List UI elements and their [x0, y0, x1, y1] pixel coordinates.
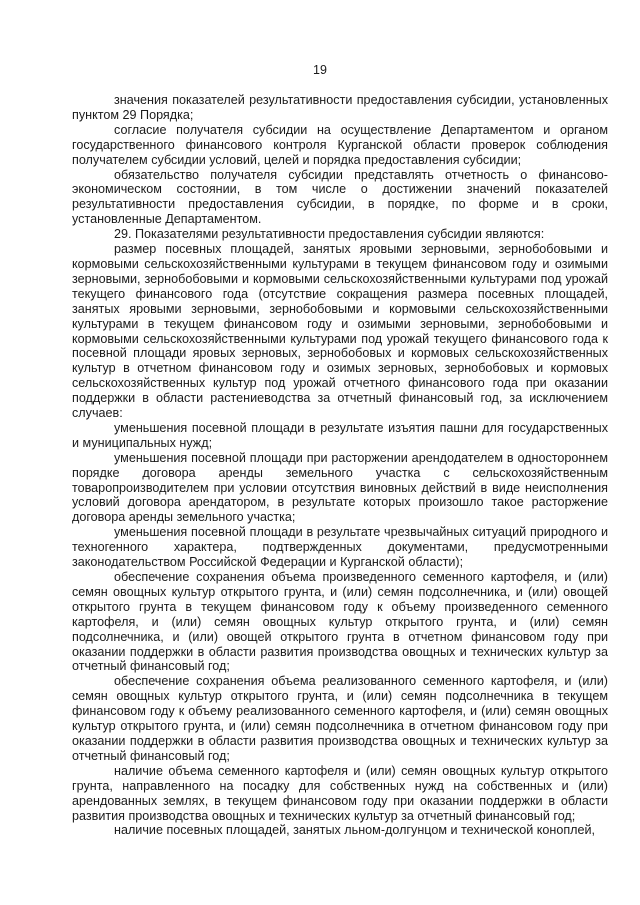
paragraph: 29. Показателями результативности предоставления субсидии являются: [114, 227, 545, 242]
page-number: 19 [313, 63, 327, 77]
paragraph: наличие объема семенного картофеля и (или) семян овощных культур открытого грунта, направленного на посадку для собственных нужд на собственных и (или) арендованных землях, в текущем финансовом году при оказании поддержки в области развития производства овощных и технических культур за отчетный финансовый год; [72, 763, 608, 823]
paragraph: обязательство получателя субсидии представлять отчетность о финансово-экономическом состоянии, в том числе о достижении значений показателей результативности предоставления субсидии, в порядке, по форме и в сроки, установленные Департаментом. [72, 167, 608, 227]
paragraph: согласие получателя субсидии на осуществление Департаментом и органом государственного финансового контроля Курганской области проверок соблюдения получателем субсидии условий, целей и порядка предоставления субсидии; [72, 122, 608, 167]
paragraph: уменьшения посевной площади при расторжении арендодателем в одностороннем порядке договора аренды земельного участка с сельскохозяйственным товаропроизводителем при условии отсутствия виновных действий в виде неисполнения условий договора арендатором, в результате которых произошло такое расторжение договора аренды земельного участка; [72, 450, 608, 525]
document-body [72, 93, 608, 838]
paragraph: размер посевных площадей, занятых яровыми зерновыми, зернобобовыми и кормовыми сельскохозяйственными культурами в текущем финансовом году и озимыми зерновыми, зернобобовыми и кормовыми сельскохозяйственными культурами под урожай текущего финансового года (отсутствие сокращения размера посевных площадей, занятых яровыми зерновыми, зернобобовыми и кормовыми сельскохозяйственными культурами в текущем финансовом году и озимыми зерновыми, зернобобовыми и кормовыми сельскохозяйственными культурами под урожай текущего финансового года к посевной площади яровых зерновых, зернобобовых и кормовых сельскохозяйственных культур в отчетном финансовом году и озимых зерновых, зернобобовых и кормовых сельскохозяйственных культур под урожай отчетного финансового года при оказании поддержки в области растениеводства за отчетный финансовый год, за исключением случаев: [72, 242, 608, 421]
paragraph: обеспечение сохранения объема произведенного семенного картофеля, и (или) семян овощных культур открытого грунта, и (или) семян подсолнечника, и (или) овощей открытого грунта в текущем финансовом году к объему произведенного семенного картофеля, и (или) семян овощных культур открытого грунта, и (или) семян подсолнечника, и (или) овощей открытого грунта в отчетном финансовом году при оказании поддержки в области развития производства овощных и технических культур за отчетный финансовый год; [72, 570, 608, 674]
paragraph: обеспечение сохранения объема реализованного семенного картофеля, и (или) семян овощных культур открытого грунта, и (или) семян подсолнечника в текущем финансовом году к объему реализованного семенного картофеля, и (или) семян овощных культур открытого грунта, и (или) семян подсолнечника в отчетном финансовом году при оказании поддержки в области развития производства овощных и технических культур за отчетный финансовый год; [72, 674, 608, 763]
paragraph: уменьшения посевной площади в результате изъятия пашни для государственных и муниципальных нужд; [72, 420, 608, 450]
paragraph: уменьшения посевной площади в результате чрезвычайных ситуаций природного и техногенного характера, подтвержденных документами, предусмотренными законодательством Российской Федерации и Курганской области); [72, 525, 608, 570]
paragraph: значения показателей результативности предоставления субсидии, установленных пунктом 29 Порядка; [72, 93, 608, 122]
paragraph: наличие посевных площадей, занятых льном-долгунцом и технической коноплей, [114, 823, 596, 838]
